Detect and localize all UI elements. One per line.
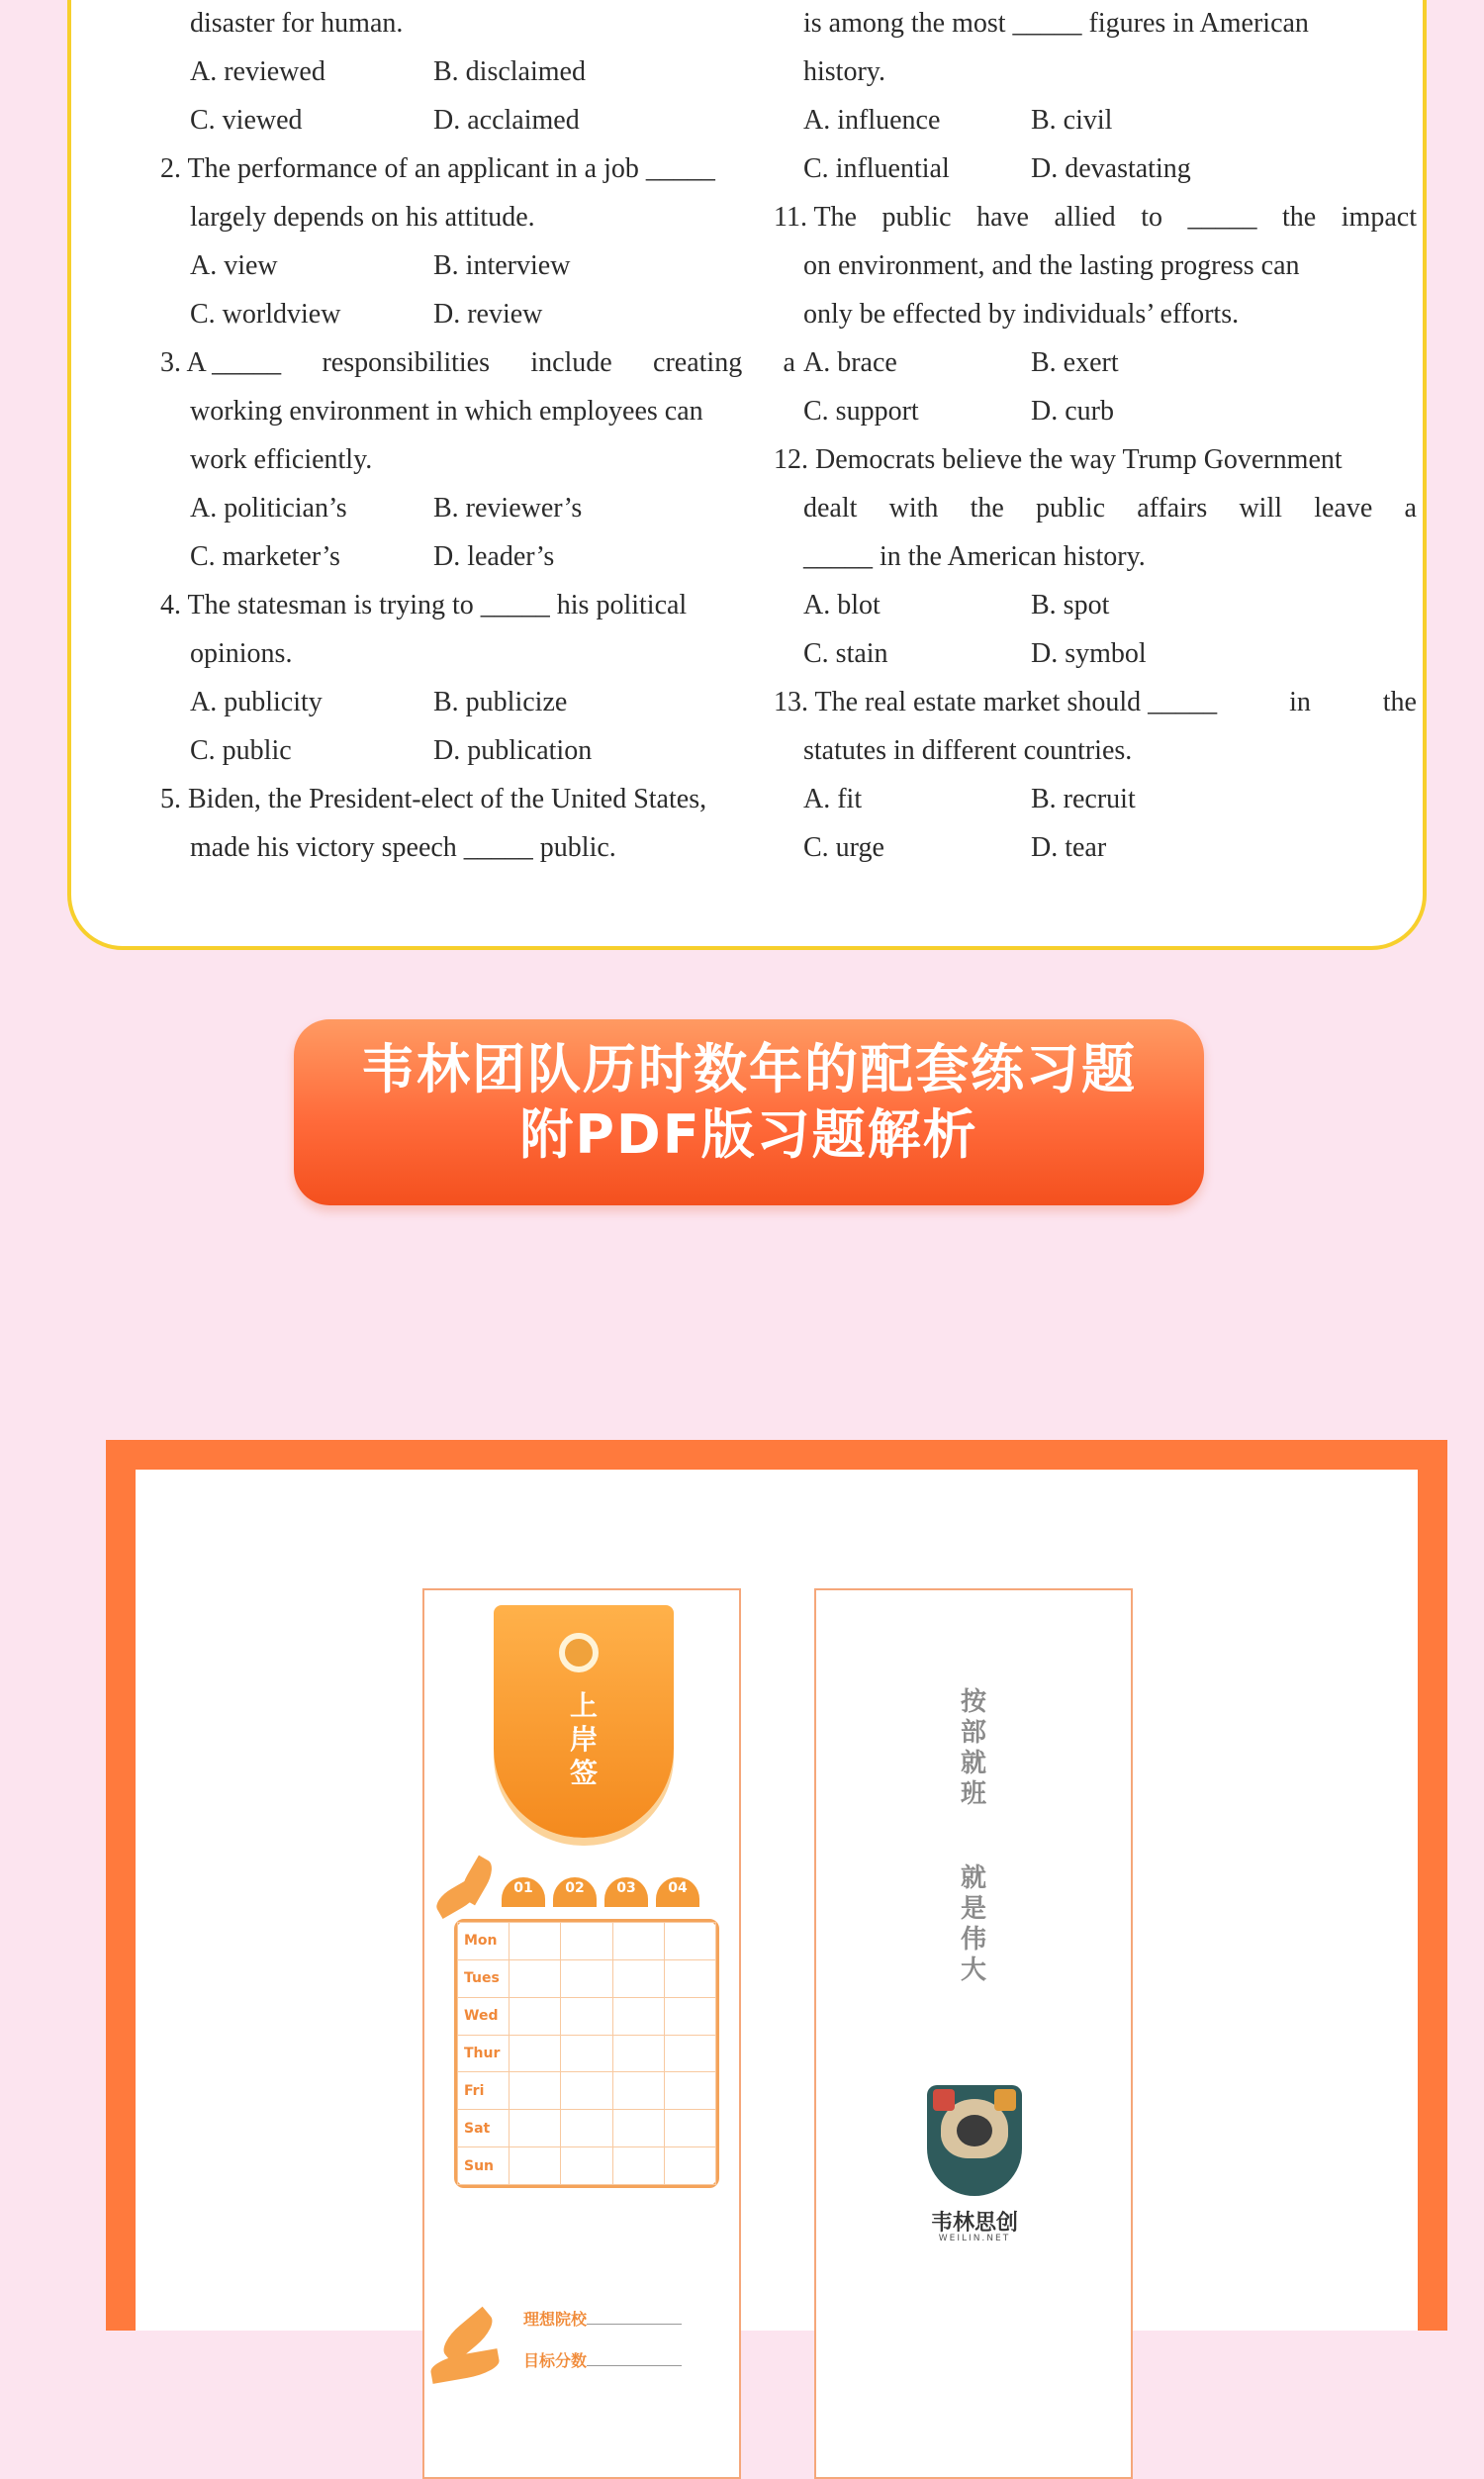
schedule-cell xyxy=(510,1959,561,1997)
question-word: 13. The real estate market should _____ xyxy=(774,687,1218,717)
week-number: 04 xyxy=(668,1880,688,1896)
question-continuation: work efficiently. xyxy=(190,444,373,475)
promo-banner xyxy=(294,1019,1204,1205)
question-word: have xyxy=(976,202,1029,233)
answer-option: D. devastating xyxy=(1031,153,1191,184)
schedule-cell xyxy=(561,2147,612,2185)
bookmark-right xyxy=(814,1588,1133,2479)
schedule-cell xyxy=(612,2072,664,2110)
answer-option: A. view xyxy=(190,250,278,281)
leaf-icon xyxy=(428,2348,501,2384)
question-word: responsibilities xyxy=(322,347,490,378)
bookmark-frame-inner xyxy=(136,1470,1418,2370)
question-word: allied xyxy=(1054,202,1116,233)
answer-option: C. marketer’s xyxy=(190,541,340,572)
question-word: in xyxy=(1289,687,1311,717)
answer-options-row xyxy=(774,144,1417,193)
answer-option: C. influential xyxy=(803,153,950,184)
schedule-cell xyxy=(664,2035,715,2072)
answer-option: B. exert xyxy=(1031,347,1119,378)
motto-line-1 xyxy=(956,1687,991,1810)
question-continuation: working environment in which employees can xyxy=(190,396,703,427)
answer-option: D. review xyxy=(433,299,543,330)
answer-option: A. reviewed xyxy=(190,56,325,87)
schedule-row xyxy=(458,2072,716,2110)
answer-option: C. worldview xyxy=(190,299,341,330)
schedule-day-label: Mon xyxy=(458,1923,510,1960)
banner-line-1: 韦林团队历时数年的配套练习题 xyxy=(361,1038,1137,1100)
bookmark-tag-text xyxy=(494,1689,674,1790)
schedule-day-label: Fri xyxy=(458,2072,510,2110)
schedule-cell xyxy=(612,2110,664,2147)
motto-char: 就 xyxy=(960,1863,986,1893)
week-number: 01 xyxy=(513,1880,533,1896)
week-tab xyxy=(656,1877,699,1907)
question-word: with xyxy=(888,493,939,524)
week-tab xyxy=(553,1877,597,1907)
answer-option: A. brace xyxy=(803,347,897,378)
quiz-card xyxy=(67,0,1427,950)
schedule-day-label: Sun xyxy=(458,2147,510,2185)
question-line: 4. The statesman is trying to _____ his political xyxy=(160,590,688,620)
schedule-cell xyxy=(612,1997,664,2035)
schedule-row xyxy=(458,2035,716,2072)
schedule-day-label: Sat xyxy=(458,2110,510,2147)
answer-option: B. publicize xyxy=(433,687,568,717)
quiz-right-column xyxy=(774,0,1417,872)
schedule-cell xyxy=(664,1997,715,2035)
question-line: 2. The performance of an applicant in a job _____ xyxy=(160,153,715,184)
schedule-cell xyxy=(561,1923,612,1960)
answer-option: D. leader’s xyxy=(433,541,555,572)
question-continuation: opinions. xyxy=(190,638,293,669)
tag-char: 上 xyxy=(569,1689,598,1722)
question-continuation: statutes in different countries. xyxy=(803,735,1133,766)
brand-name: 韦林思创 xyxy=(930,2211,1018,2236)
quiz-left-column xyxy=(160,0,795,872)
answer-options-row xyxy=(160,290,795,338)
question-word: creating xyxy=(653,347,743,378)
motto-char: 是 xyxy=(960,1894,986,1924)
week-tabs xyxy=(454,1877,713,1907)
question-continuation: made his victory speech _____ public. xyxy=(190,832,616,863)
schedule-cell xyxy=(510,2035,561,2072)
question-word: public xyxy=(1036,493,1106,524)
schedule-cell xyxy=(612,2147,664,2185)
schedule-cell xyxy=(612,1959,664,1997)
schedule-cell xyxy=(664,1923,715,1960)
ring-hole-icon xyxy=(559,1633,599,1672)
question-continuation: is among the most _____ figures in American xyxy=(803,8,1309,39)
answer-option: C. stain xyxy=(803,638,888,669)
answer-options-row xyxy=(774,387,1417,435)
answer-options-row xyxy=(774,96,1417,144)
tag-char: 岸 xyxy=(569,1723,598,1756)
answer-option: B. reviewer’s xyxy=(433,493,583,524)
answer-options-row xyxy=(160,96,795,144)
question-word: include xyxy=(530,347,612,378)
bookmark-tag xyxy=(494,1605,674,1838)
question-word: to xyxy=(1141,202,1162,233)
schedule-cell xyxy=(612,2035,664,2072)
answer-options-row xyxy=(160,726,795,775)
answer-option: C. urge xyxy=(803,832,884,863)
question-continuation: largely depends on his attitude. xyxy=(190,202,535,233)
answer-options-row xyxy=(160,241,795,290)
answer-option: A. politician’s xyxy=(190,493,347,524)
schedule-day-label: Wed xyxy=(458,1997,510,2035)
question-word: a xyxy=(783,347,795,378)
schedule-cell xyxy=(561,2072,612,2110)
answer-option: B. spot xyxy=(1031,590,1110,620)
question-continuation: on environment, and the lasting progress can xyxy=(803,250,1300,281)
question-word: 11. The xyxy=(774,202,857,233)
schedule-cell xyxy=(664,2110,715,2147)
question-line xyxy=(774,193,1417,241)
answer-option: B. interview xyxy=(433,250,571,281)
answer-option: B. disclaimed xyxy=(433,56,586,87)
answer-option: C. viewed xyxy=(190,105,303,136)
week-number: 02 xyxy=(565,1880,585,1896)
question-line xyxy=(160,338,795,387)
answer-options-row xyxy=(160,532,795,581)
answer-option: C. support xyxy=(803,396,919,427)
weekly-schedule-grid xyxy=(454,1919,719,2188)
question-continuation: _____ in the American history. xyxy=(803,541,1146,572)
schedule-cell xyxy=(510,1923,561,1960)
question-word: _____ xyxy=(1187,202,1257,233)
question-word: the xyxy=(970,493,1004,524)
bookmark-left xyxy=(422,1588,741,2479)
question-word: dealt xyxy=(803,493,858,524)
question-line: 12. Democrats believe the way Trump Government xyxy=(774,444,1343,475)
schedule-cell xyxy=(510,1997,561,2035)
answer-options-row xyxy=(160,48,795,96)
question-continuation: disaster for human. xyxy=(190,8,404,39)
motto-char: 班 xyxy=(960,1779,986,1809)
schedule-row xyxy=(458,2147,716,2185)
answer-option: A. publicity xyxy=(190,687,323,717)
schedule-row xyxy=(458,1997,716,2035)
week-tab xyxy=(502,1877,545,1907)
week-number: 03 xyxy=(616,1880,636,1896)
schedule-cell xyxy=(561,2110,612,2147)
question-word: the xyxy=(1282,202,1317,233)
question-word: the xyxy=(1382,687,1417,717)
answer-options-row xyxy=(774,338,1417,387)
question-word: public xyxy=(881,202,952,233)
schedule-cell xyxy=(664,1959,715,1997)
banner-line-2: 附PDF版习题解析 xyxy=(519,1103,978,1166)
motto-char: 部 xyxy=(960,1718,986,1748)
answer-options-row xyxy=(774,775,1417,823)
answer-options-row xyxy=(774,629,1417,678)
motto-char: 大 xyxy=(960,1955,986,1985)
question-word: leave xyxy=(1314,493,1373,524)
schedule-cell xyxy=(561,1959,612,1997)
schedule-cell xyxy=(510,2110,561,2147)
answer-option: A. blot xyxy=(803,590,881,620)
question-continuation: only be effected by individuals’ efforts. xyxy=(803,299,1240,330)
question-line xyxy=(774,484,1417,532)
question-word: affairs xyxy=(1137,493,1208,524)
goal-score-field: 目标分数 xyxy=(523,2348,682,2371)
schedule-cell xyxy=(510,2072,561,2110)
goal-school-field: 理想院校 xyxy=(523,2307,682,2330)
answer-option: D. tear xyxy=(1031,832,1107,863)
schedule-row xyxy=(458,1923,716,1960)
schedule-cell xyxy=(561,2035,612,2072)
schedule-row xyxy=(458,1959,716,1997)
answer-options-row xyxy=(160,678,795,726)
motto-char: 伟 xyxy=(960,1925,986,1955)
schedule-cell xyxy=(664,2147,715,2185)
answer-option: D. curb xyxy=(1031,396,1114,427)
schedule-cell xyxy=(612,1923,664,1960)
schedule-cell xyxy=(664,2072,715,2110)
answer-options-row xyxy=(160,484,795,532)
schedule-row xyxy=(458,2110,716,2147)
question-word: a xyxy=(1404,493,1417,524)
schedule-day-label: Thur xyxy=(458,2035,510,2072)
motto-char: 就 xyxy=(960,1749,986,1778)
schedule-day-label: Tues xyxy=(458,1959,510,1997)
answer-option: A. influence xyxy=(803,105,941,136)
question-word: will xyxy=(1239,493,1282,524)
answer-option: B. recruit xyxy=(1031,784,1136,814)
tag-char: 签 xyxy=(569,1757,598,1789)
answer-option: D. acclaimed xyxy=(433,105,580,136)
question-word: 3. A _____ xyxy=(160,347,282,378)
question-continuation: history. xyxy=(803,56,885,87)
answer-option: D. symbol xyxy=(1031,638,1147,669)
brand-url: WEILIN.NET xyxy=(938,2234,1011,2243)
schedule-cell xyxy=(561,1997,612,2035)
motto-line-2 xyxy=(956,1863,991,1986)
schedule-cell xyxy=(510,2147,561,2185)
question-line xyxy=(774,678,1417,726)
question-word: impact xyxy=(1341,202,1417,233)
week-tab xyxy=(604,1877,648,1907)
bookmark-frame xyxy=(106,1440,1447,2370)
answer-option: D. publication xyxy=(433,735,593,766)
brand-crest-icon xyxy=(927,2085,1022,2196)
answer-option: A. fit xyxy=(803,784,863,814)
answer-option: B. civil xyxy=(1031,105,1113,136)
question-line: 5. Biden, the President-elect of the United States, xyxy=(160,784,707,814)
answer-option: C. public xyxy=(190,735,292,766)
answer-options-row xyxy=(774,581,1417,629)
answer-options-row xyxy=(774,823,1417,872)
motto-char: 按 xyxy=(960,1687,986,1717)
